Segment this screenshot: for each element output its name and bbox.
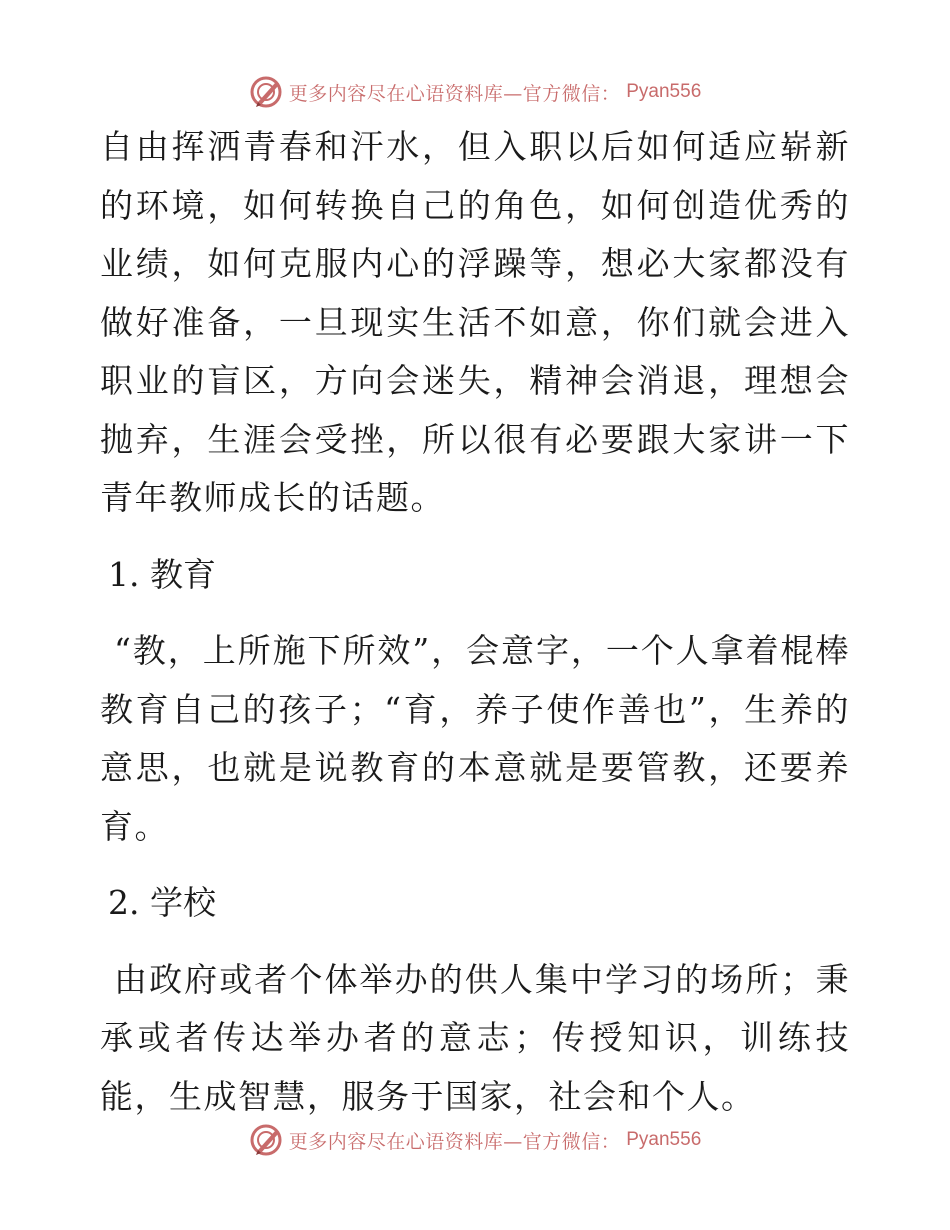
pen-logo-icon	[249, 75, 283, 109]
section-paragraph-school: 由政府或者个体举办的供人集中学习的场所；秉承或者传达举办者的意志；传授知识，训练技能，生成智慧，服务于国家，社会和个人。	[100, 959, 850, 1116]
pen-logo-icon	[249, 1123, 283, 1157]
watermark-text: 更多内容尽在心语资料库—官方微信：	[288, 82, 621, 105]
document-body	[100, 118, 850, 1126]
section-heading-education: 1. 教育	[108, 554, 216, 594]
watermark-account: Pyan556	[626, 81, 702, 102]
watermark-account: Pyan556	[626, 1129, 702, 1150]
intro-paragraph: 自由挥洒青春和汗水，但入职以后如何适应崭新的环境，如何转换自己的角色，如何创造优秀的业绩，如何克服内心的浮躁等，想必大家都没有做好准备，一旦现实生活不如意，你们就会进入职业的盲区，方向会迷失，精神会消退，理想会抛弃，生涯会受挫，所以很有必要跟大家讲一下青年教师成长的话题。	[100, 127, 850, 517]
section-heading-school: 2. 学校	[108, 883, 216, 922]
header-watermark	[0, 72, 950, 112]
watermark-text: 更多内容尽在心语资料库—官方微信：	[288, 1130, 621, 1153]
footer-watermark	[0, 1120, 950, 1160]
section-paragraph-education: “教，上所施下所效”，会意字，一个人拿着棍棒教育自己的孩子；“育，养子使作善也”，生养的意思，也就是说教育的本意就是要管教，还要养育。	[100, 631, 850, 846]
